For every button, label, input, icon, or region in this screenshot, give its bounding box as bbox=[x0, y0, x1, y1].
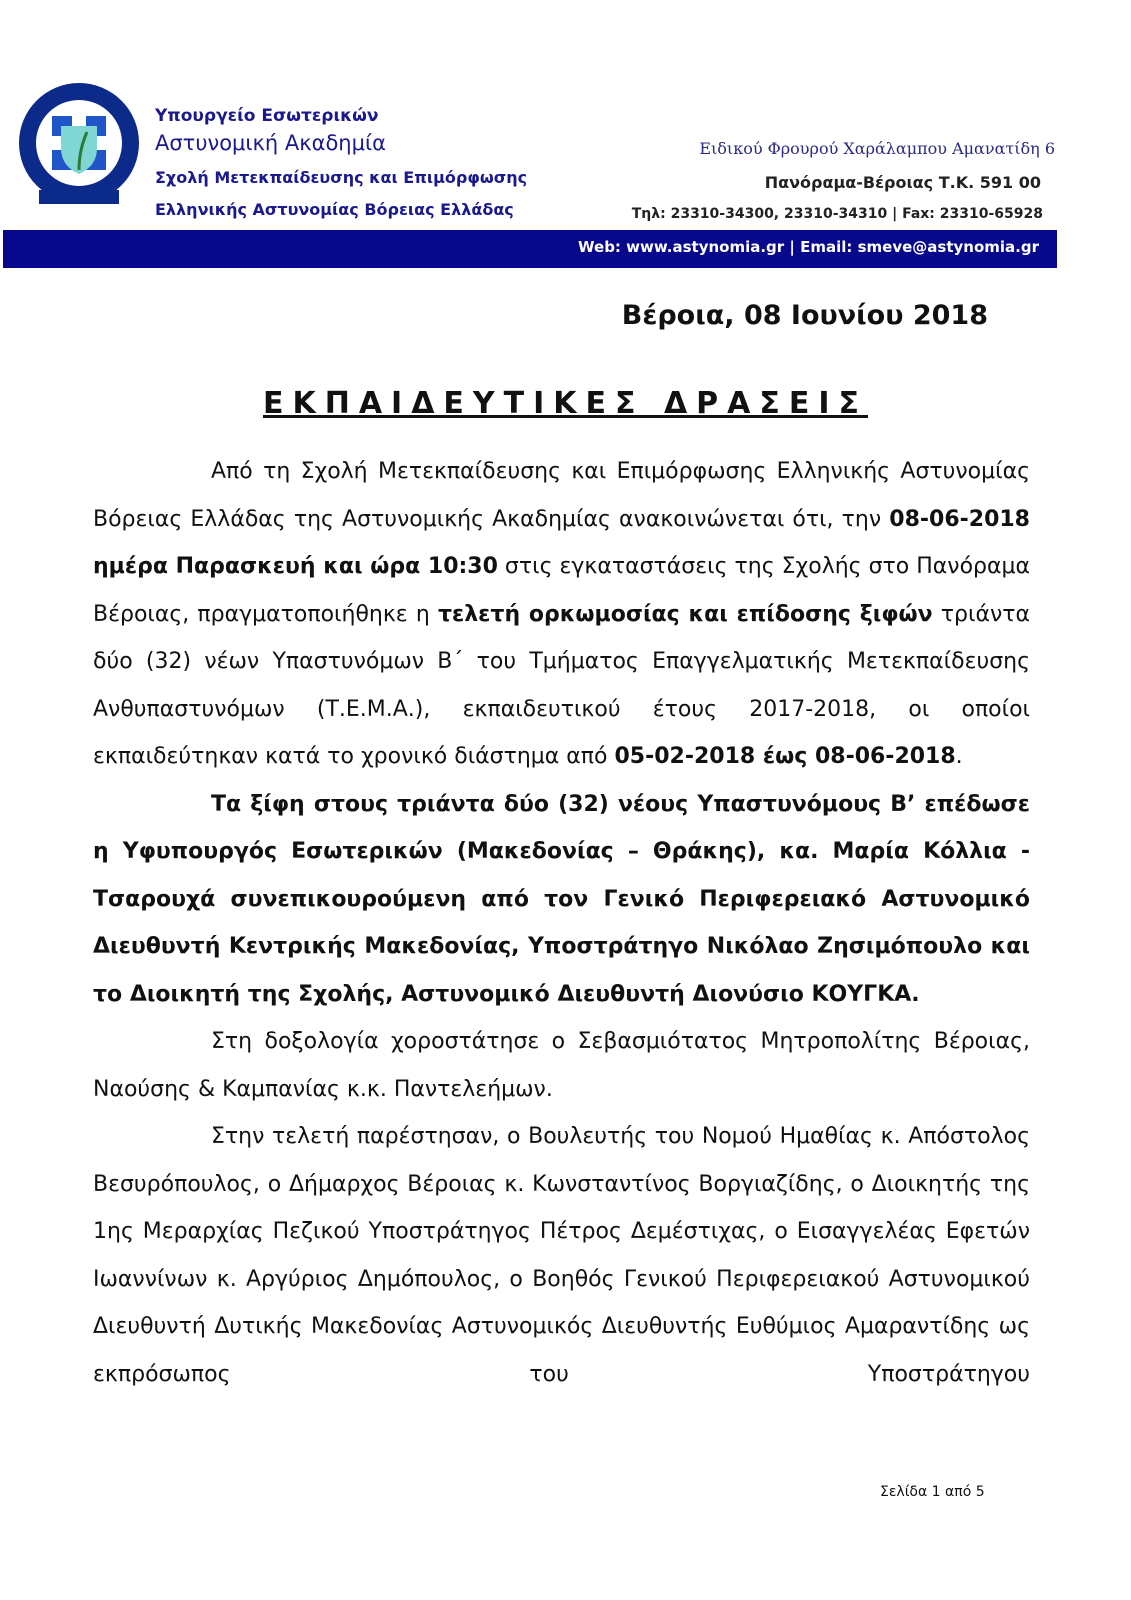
bold-text: τελετή ορκωμοσίας και επίδοσης ξιφών bbox=[437, 601, 933, 627]
text: Από τη Σχολή Μετεκπαίδευσης και Επιμόρφωσης Ελληνικής Αστυνομίας Βόρειας Ελλάδας της Αστυνομικής Ακαδημίας ανακοινώνεται ότι, την bbox=[93, 459, 1030, 532]
document-body bbox=[93, 448, 1030, 1398]
school-name-line1: Σχολή Μετεκπαίδευσης και Επιμόρφωσης bbox=[155, 168, 528, 187]
phone-fax: Τηλ: 23310-34300, 23310-34310 | Fax: 23310-65928 bbox=[631, 206, 1043, 222]
paragraph bbox=[93, 448, 1030, 781]
web-email: Web: www.astynomia.gr | Email: smeve@astynomia.gr bbox=[578, 238, 1039, 256]
bold-text: 05-02-2018 έως 08-06-2018 bbox=[614, 744, 956, 769]
text: στις εγκαταστάσεις της Σχολής στο Πανόραμα Βέροιας, πραγματοποιήθηκε η bbox=[93, 554, 1030, 627]
text: Στην τελετή παρέστησαν, ο Βουλευτής του Νομού Ημαθίας κ. Απόστολος Βεσυρόπουλος, ο Δήμαρχος Βέροιας κ. Κωνσταντίνος Βοργιαζίδης, ο Διοικητής της 1ης Μεραρχίας Πεζικού Υποστράτηγος Πέτρος Δεμέστιχας, ο Εισαγγελέας Εφετών Ιωαννίνων κ. Αργύριος Δημόπουλος, ο Βοηθός Γενικού Περιφερειακού Αστυνομικού Διευθυντή Δυτικής Μακεδονίας Αστυνομικός Διευθυντής Ευθύμιος Αμαραντίδης ως εκπρόσωπος του Υποστράτηγου bbox=[93, 1124, 1030, 1387]
city-postcode: Πανόραμα-Βέροιας Τ.Κ. 591 00 bbox=[764, 173, 1041, 192]
text: Στη δοξολογία χοροστάτησε ο Σεβασμιότατος Μητροπολίτης Βέροιας, Ναούσης & Καμπανίας κ.κ. Παντελεήμων. bbox=[93, 1029, 1030, 1102]
address: Ειδικού Φρουρού Χαράλαμπου Αμανατίδη 6 bbox=[699, 139, 1055, 158]
bold-text: Τα ξίφη στους τριάντα δύο (32) νέους Υπαστυνόμους Β’ επέδωσε η Υφυπουργός Εσωτερικών (Μακεδονίας – Θράκης), κα. Μαρία Κόλλια - Τσαρουχά συνεπικουρούμενη από τον Γενικό Περιφερειακό Αστυνομικό Διευθυντή Κεντρικής Μακεδονίας, Υποστράτηγο Νικόλαο Ζησιμόπουλο και το Διοικητή της Σχολής, Αστυνομικό Διευθυντή Διονύσιο ΚΟΥΓΚΑ. bbox=[93, 791, 1030, 1007]
paragraph bbox=[93, 781, 1030, 1019]
paragraph bbox=[93, 1113, 1030, 1398]
school-name-line2: Ελληνικής Αστυνομίας Βόρειας Ελλάδας bbox=[155, 200, 514, 219]
bold-text: 08-06-2018 ημέρα Παρασκευή και ώρα 10:30 bbox=[93, 506, 1030, 579]
hellenic-police-emblem-icon bbox=[14, 78, 144, 218]
academy-name: Αστυνομική Ακαδημία bbox=[155, 131, 386, 155]
header-bar bbox=[3, 230, 1057, 268]
text: τριάντα δύο (32) νέων Υπαστυνόμων Β΄ του Τμήματος Επαγγελματικής Μετεκπαίδευσης Ανθυπαστυνόμων (Τ.Ε.Μ.Α.), εκπαιδευτικού έτους 2017-2018, οι οποίοι εκπαιδεύτηκαν κατά το χρονικό διάστημα από bbox=[93, 601, 1030, 769]
document-date: Βέροια, 08 Ιουνίου 2018 bbox=[621, 300, 988, 331]
document-title: ΕΚΠΑΙΔΕΥΤΙΚΕΣ ΔΡΑΣΕΙΣ bbox=[262, 386, 869, 421]
page-number: Σελίδα 1 από 5 bbox=[880, 1484, 985, 1500]
ministry-name: Υπουργείο Εσωτερικών bbox=[155, 106, 379, 126]
paragraph bbox=[93, 1018, 1030, 1113]
text: . bbox=[955, 744, 963, 769]
